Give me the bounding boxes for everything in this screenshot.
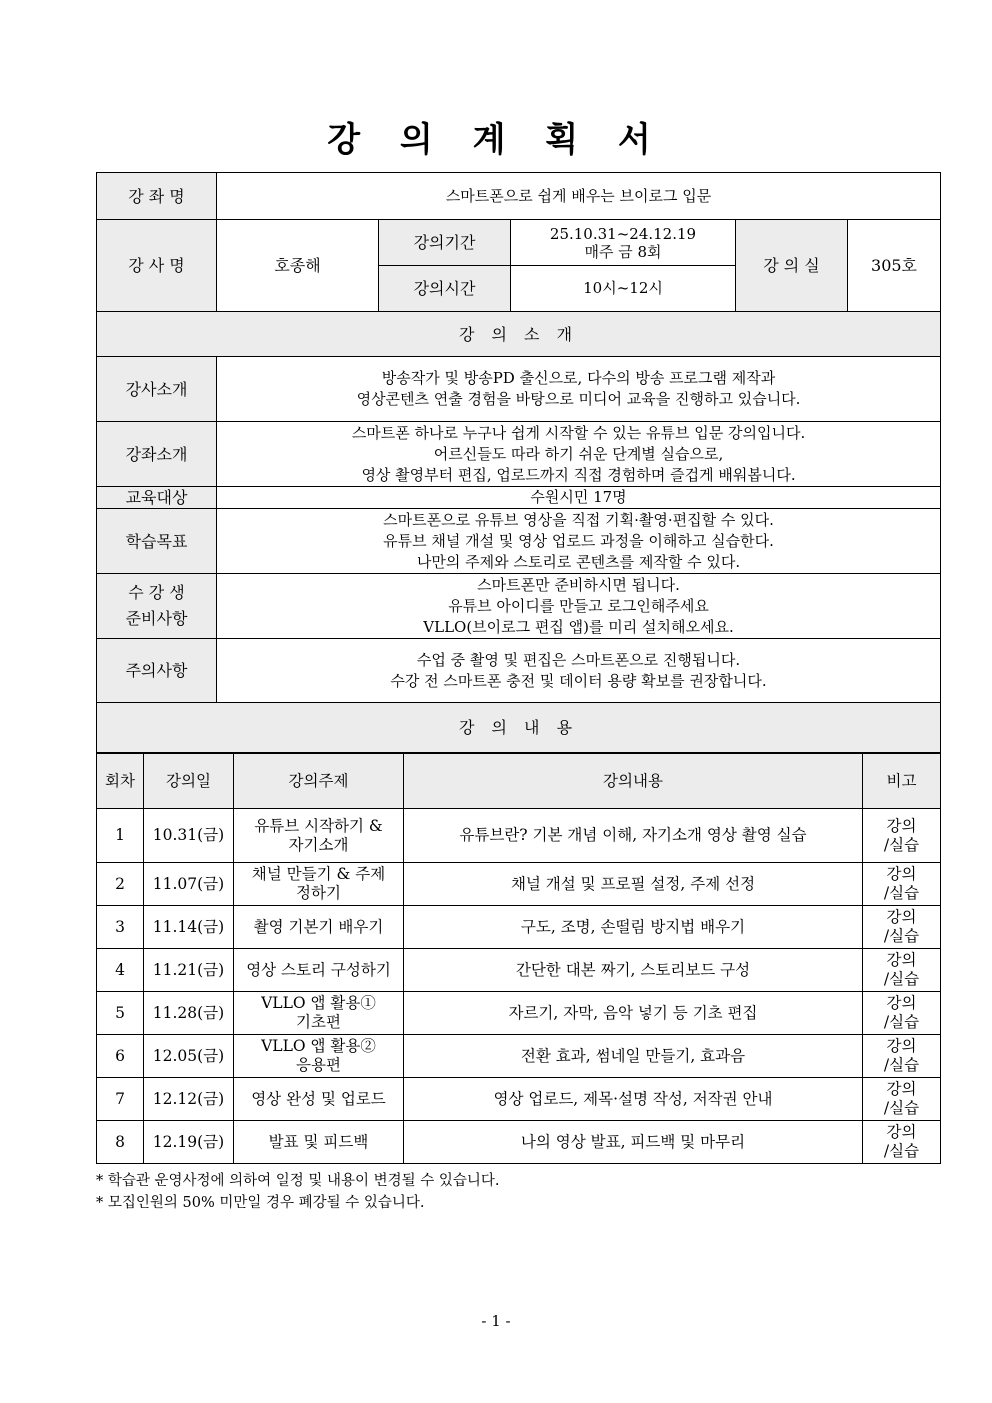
cell-topic: 촬영 기본기 배우기 <box>234 906 404 949</box>
col-header-topic: 강의주제 <box>234 754 404 809</box>
instructor-label: 강 사 명 <box>97 220 217 312</box>
cell-no: 5 <box>97 992 144 1035</box>
cell-content: 구도, 조명, 손떨림 방지법 배우기 <box>404 906 863 949</box>
cell-note: 강의 /실습 <box>863 1121 941 1164</box>
cell-date: 11.07(금) <box>144 863 234 906</box>
period-label: 강의기간 <box>379 220 511 266</box>
cell-content: 간단한 대본 짜기, 스토리보드 구성 <box>404 949 863 992</box>
cell-topic: VLLO 앱 활용① 기초편 <box>234 992 404 1035</box>
prep-value <box>217 574 941 639</box>
course-intro-line: 어르신들도 따라 하기 쉬운 단계별 실습으로, <box>433 444 724 463</box>
cell-topic: 영상 완성 및 업로드 <box>234 1078 404 1121</box>
caution-line: 수업 중 촬영 및 편집은 스마트폰으로 진행됩니다. <box>416 650 741 669</box>
instructor-value: 호종해 <box>217 220 379 312</box>
cell-date: 12.19(금) <box>144 1121 234 1164</box>
cell-no: 6 <box>97 1035 144 1078</box>
prep-line: 유튜브 아이디를 만들고 로그인해주세요 <box>448 596 709 615</box>
time-label: 강의시간 <box>379 266 511 312</box>
table-row <box>97 863 941 906</box>
cell-topic: 채널 만들기 & 주제 정하기 <box>234 863 404 906</box>
cell-no: 3 <box>97 906 144 949</box>
cell-topic: VLLO 앱 활용② 응용편 <box>234 1035 404 1078</box>
cell-content: 채널 개설 및 프로필 설정, 주제 선정 <box>404 863 863 906</box>
prep-label-line: 수 강 생 <box>128 583 185 602</box>
room-label: 강 의 실 <box>736 220 848 312</box>
cell-note: 강의 /실습 <box>863 863 941 906</box>
prep-label <box>97 574 217 639</box>
col-header-no: 회차 <box>97 754 144 809</box>
cell-content: 전환 효과, 썸네일 만들기, 효과음 <box>404 1035 863 1078</box>
course-value: 스마트폰으로 쉽게 배우는 브이로그 입문 <box>217 173 941 220</box>
goals-line: 스마트폰으로 유튜브 영상을 직접 기획·촬영·편집할 수 있다. <box>383 510 774 529</box>
cell-content: 영상 업로드, 제목·설명 작성, 저작권 안내 <box>404 1078 863 1121</box>
cell-date: 11.28(금) <box>144 992 234 1035</box>
document-title: 강 의 계 획 서 <box>327 120 665 160</box>
goals-line: 나만의 주제와 스토리로 콘텐츠를 제작할 수 있다. <box>416 552 741 571</box>
prep-line: VLLO(브이로그 편집 앱)를 미리 설치해오세요. <box>423 617 734 636</box>
schedule-table <box>96 753 941 1164</box>
table-row <box>97 992 941 1035</box>
col-header-date: 강의일 <box>144 754 234 809</box>
footnote: * 학습관 운영사정에 의하여 일정 및 내용이 변경될 수 있습니다. <box>96 1173 500 1189</box>
cell-date: 11.14(금) <box>144 906 234 949</box>
period-range: 25.10.31~24.12.19 <box>549 224 697 243</box>
cell-note: 강의 /실습 <box>863 992 941 1035</box>
room-value: 305호 <box>848 220 941 312</box>
course-intro-line: 스마트폰 하나로 누구나 쉽게 시작할 수 있는 유튜브 입문 강의입니다. <box>351 423 806 442</box>
target-value: 수원시민 17명 <box>217 487 941 509</box>
cell-no: 2 <box>97 863 144 906</box>
goals-line: 유튜브 채널 개설 및 영상 업로드 과정을 이해하고 실습한다. <box>383 531 774 550</box>
course-intro-value <box>217 422 941 487</box>
cell-topic: 유튜브 시작하기 & 자기소개 <box>234 809 404 863</box>
cell-date: 12.12(금) <box>144 1078 234 1121</box>
time-value: 10시~12시 <box>511 266 736 312</box>
cell-note: 강의 /실습 <box>863 809 941 863</box>
cell-no: 1 <box>97 809 144 863</box>
cell-note: 강의 /실습 <box>863 949 941 992</box>
cell-topic: 영상 스토리 구성하기 <box>234 949 404 992</box>
col-header-content: 강의내용 <box>404 754 863 809</box>
cell-content: 나의 영상 발표, 피드백 및 마무리 <box>404 1121 863 1164</box>
course-label: 강 좌 명 <box>97 173 217 220</box>
table-row <box>97 1121 941 1164</box>
instructor-intro-line: 방송작가 및 방송PD 출신으로, 다수의 방송 프로그램 제작과 <box>381 369 776 387</box>
cell-date: 11.21(금) <box>144 949 234 992</box>
prep-line: 스마트폰만 준비하시면 됩니다. <box>477 575 680 594</box>
course-info-table <box>96 172 941 753</box>
caution-value <box>217 639 941 703</box>
footnote: * 모집인원의 50% 미만일 경우 폐강될 수 있습니다. <box>96 1195 425 1211</box>
caution-line: 수강 전 스마트폰 충전 및 데이터 용량 확보를 권장합니다. <box>390 671 767 690</box>
intro-header: 강 의 소 개 <box>97 312 941 357</box>
cell-date: 12.05(금) <box>144 1035 234 1078</box>
footnotes <box>96 1170 500 1214</box>
table-row <box>97 809 941 863</box>
col-header-note: 비고 <box>863 754 941 809</box>
goals-value <box>217 509 941 574</box>
cell-no: 7 <box>97 1078 144 1121</box>
table-row <box>97 1078 941 1121</box>
cell-topic: 발표 및 피드백 <box>234 1121 404 1164</box>
table-row <box>97 1035 941 1078</box>
instructor-intro-value <box>217 357 941 422</box>
instructor-intro-line: 영상콘텐츠 연출 경험을 바탕으로 미디어 교육을 진행하고 있습니다. <box>356 390 801 408</box>
cell-note: 강의 /실습 <box>863 1078 941 1121</box>
page-number: - 1 - <box>481 1312 511 1330</box>
caution-label: 주의사항 <box>97 639 217 703</box>
content-header: 강 의 내 용 <box>97 703 941 753</box>
period-value <box>511 220 736 266</box>
goals-label: 학습목표 <box>97 509 217 574</box>
cell-content: 유튜브란? 기본 개념 이해, 자기소개 영상 촬영 실습 <box>404 809 863 863</box>
target-label: 교육대상 <box>97 487 217 509</box>
instructor-intro-label: 강사소개 <box>97 357 217 422</box>
prep-label-line: 준비사항 <box>125 609 188 628</box>
cell-date: 10.31(금) <box>144 809 234 863</box>
course-intro-label: 강좌소개 <box>97 422 217 487</box>
table-row <box>97 949 941 992</box>
cell-note: 강의 /실습 <box>863 906 941 949</box>
cell-no: 4 <box>97 949 144 992</box>
cell-content: 자르기, 자막, 음악 넣기 등 기초 편집 <box>404 992 863 1035</box>
table-row <box>97 906 941 949</box>
cell-no: 8 <box>97 1121 144 1164</box>
period-frequency: 매주 금 8회 <box>584 242 662 261</box>
cell-note: 강의 /실습 <box>863 1035 941 1078</box>
course-intro-line: 영상 촬영부터 편집, 업로드까지 직접 경험하며 즐겁게 배워봅니다. <box>361 465 796 484</box>
